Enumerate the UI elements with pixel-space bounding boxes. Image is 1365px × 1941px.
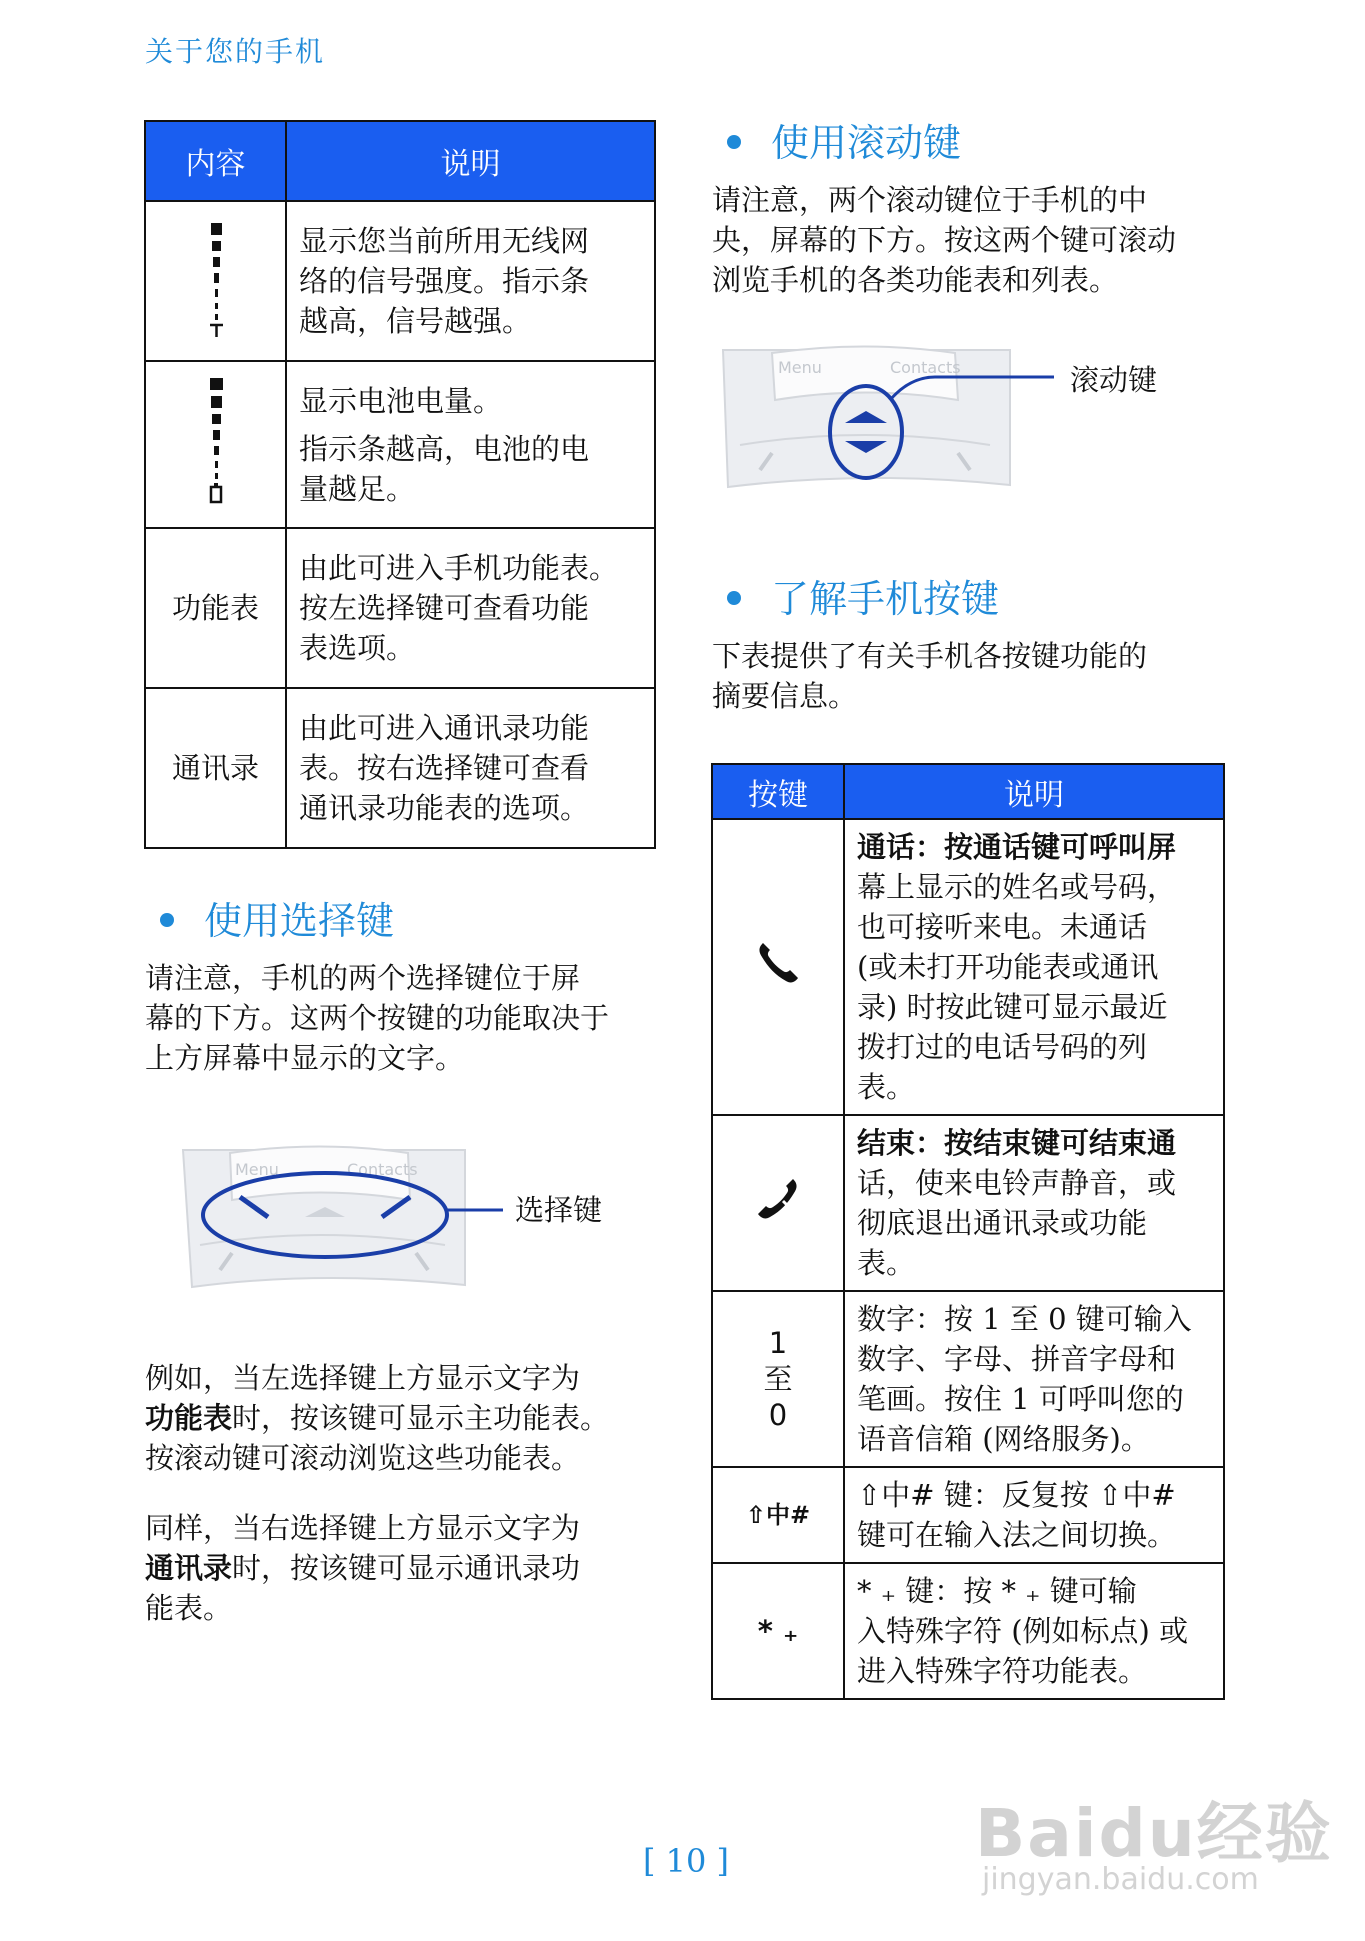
phone-keys-heading — [727, 568, 999, 623]
table2-row1-line2: 幕上显示的姓名或号码， — [857, 870, 1177, 904]
table1-row4-line3: 通讯录功能表的选项。 — [299, 791, 590, 825]
table-row — [712, 1115, 1224, 1291]
scroll-keys-heading-text: 使用滚动键 — [771, 121, 962, 165]
table2-header-key: 按键 — [712, 764, 844, 819]
table2-row3-line2: 数字、字母、拼音字母和 — [857, 1342, 1177, 1376]
table2-row1-line7: 表。 — [857, 1070, 916, 1104]
image-contacts-label: Contacts — [347, 1160, 418, 1179]
example1-line3: 按滚动键可滚动浏览这些功能表。 — [145, 1441, 581, 1475]
table1-row4-line2: 表。按右选择键可查看 — [299, 751, 590, 785]
example1-line1: 例如，当左选择键上方显示文字为 — [145, 1361, 581, 1395]
table1-row2-line3: 量越足。 — [299, 471, 416, 506]
table2-row2-line4: 表。 — [857, 1246, 916, 1280]
table2-row4-line1: ⇧中# 键：反复按 ⇧中# — [857, 1478, 1176, 1512]
table1-row4-line1: 由此可进入通讯录功能 — [299, 711, 590, 745]
signal-strength-icon — [196, 211, 236, 341]
select-keys-example2 — [145, 1508, 580, 1628]
phone-keys-line1: 下表提供了有关手机各按键功能的 — [712, 639, 1148, 673]
scroll-keys-line2: 央，屏幕的下方。按这两个键可滚动 — [712, 223, 1177, 257]
table2-row2-line3: 彻底退出通讯录或功能 — [857, 1206, 1148, 1240]
table2-row2-line1: 结束：按结束键可结束通 — [857, 1126, 1177, 1160]
table1-row1-line3: 越高，信号越强。 — [299, 304, 532, 338]
end-key-cell — [712, 1115, 844, 1291]
table2-row3-line4: 语音信箱 (网络服务)。 — [857, 1422, 1150, 1456]
select-keys-line2: 幕的下方。这两个按键的功能取决于 — [145, 1001, 610, 1035]
table2-row5-line3: 进入特殊字符功能表。 — [857, 1654, 1148, 1688]
table2-row1-line4: (或未打开功能表或通讯 — [857, 950, 1159, 984]
phone-keys-table — [711, 763, 1225, 1700]
example2-line1: 同样，当右选择键上方显示文字为 — [145, 1511, 581, 1545]
select-keys-heading-text: 使用选择键 — [204, 899, 395, 943]
table-row — [712, 1563, 1224, 1699]
number-keys-label: 1 至 0 — [712, 1291, 844, 1467]
table1-row3-line3: 表选项。 — [299, 631, 416, 665]
bullet-icon — [727, 591, 741, 605]
table-row — [712, 1291, 1224, 1467]
page-header-title: 关于您的手机 — [145, 35, 326, 68]
table2-row3-line3: 笔画。按住 1 可呼叫您的 — [857, 1382, 1184, 1416]
select-keys-callout-label: 选择键 — [515, 1193, 603, 1227]
select-keys-line1: 请注意，手机的两个选择键位于屏 — [145, 961, 581, 995]
image-menu-label: Menu — [235, 1160, 279, 1179]
table1-row3-line2: 按左选择键可查看功能 — [299, 591, 590, 625]
table-row — [145, 688, 655, 848]
table1-row2-line1: 显示电池电量。 — [299, 383, 503, 418]
table2-row1-line3: 也可接听来电。未通话 — [857, 910, 1148, 944]
table2-header-desc: 说明 — [844, 764, 1224, 819]
table-row — [145, 361, 655, 528]
star-key-label: * ₊ — [712, 1563, 844, 1699]
scroll-keys-line1: 请注意，两个滚动键位于手机的中 — [712, 183, 1148, 217]
menu-key-label: 功能表 — [145, 528, 286, 688]
select-keys-line3: 上方屏幕中显示的文字。 — [145, 1041, 465, 1075]
battery-level-cell — [145, 361, 286, 528]
input-method-key-label: ⇧中# — [712, 1467, 844, 1563]
image-contacts-label: Contacts — [890, 358, 961, 377]
table-row — [145, 528, 655, 688]
table2-row1-line5: 录) 时按此键可显示最近 — [857, 990, 1168, 1024]
bullet-icon — [160, 913, 174, 927]
call-key-cell — [712, 819, 844, 1115]
scroll-keys-callout-label: 滚动键 — [1070, 363, 1158, 397]
example2-line2: 时，按该键可显示通讯录功 — [232, 1551, 581, 1585]
phone-keys-line2: 摘要信息。 — [712, 679, 858, 713]
example1-line2: 时，按该键可显示主功能表。 — [232, 1401, 610, 1435]
table2-row5-line1: * ₊ 键：按 * ₊ 键可输 — [857, 1574, 1137, 1608]
table2-row5-line2: 入特殊字符 (例如标点) 或 — [857, 1614, 1189, 1648]
scroll-keys-line3: 浏览手机的各类功能表和列表。 — [712, 263, 1119, 297]
example2-bold-term: 通讯录 — [145, 1551, 233, 1585]
phone-keys-heading-text: 了解手机按键 — [771, 577, 1000, 621]
example2-line3: 能表。 — [145, 1591, 233, 1625]
table1-row3-line1: 由此可进入手机功能表。 — [299, 551, 619, 585]
signal-strength-cell — [145, 201, 286, 361]
scroll-keys-paragraph — [712, 180, 1176, 300]
select-keys-example1 — [145, 1358, 609, 1478]
image-menu-label: Menu — [778, 358, 822, 377]
table2-row3-line1: 数字：按 1 至 0 键可输入 — [857, 1302, 1192, 1336]
table2-row1-line6: 拨打过的电话号码的列 — [857, 1030, 1148, 1064]
table-row — [712, 1467, 1224, 1563]
table2-row4-line2: 键可在输入法之间切换。 — [857, 1518, 1177, 1552]
end-key-icon — [753, 1173, 803, 1223]
status-indicator-table — [144, 120, 656, 849]
table-row — [712, 819, 1224, 1115]
table1-header-content: 内容 — [145, 121, 286, 201]
table1-row2-line2: 指示条越高，电池的电 — [299, 431, 590, 466]
table1-row1-line1: 显示您当前所用无线网 — [299, 224, 590, 258]
baidu-watermark-url: jingyan.baidu.com — [982, 1862, 1259, 1897]
battery-level-icon — [196, 370, 236, 510]
scroll-keys-heading — [727, 112, 961, 167]
bullet-icon — [727, 135, 741, 149]
table-row — [145, 201, 655, 361]
contacts-key-label: 通讯录 — [145, 688, 286, 848]
select-keys-heading — [160, 890, 394, 945]
example1-bold-term: 功能表 — [145, 1401, 233, 1435]
call-key-icon — [753, 937, 803, 987]
baidu-watermark-logo: Baidu经验 — [975, 1795, 1333, 1872]
table2-row2-line2: 话，使来电铃声静音，或 — [857, 1166, 1177, 1200]
select-keys-paragraph — [145, 958, 609, 1078]
table1-row1-line2: 络的信号强度。指示条 — [299, 264, 590, 298]
page-number: [ 10 ] — [643, 1842, 730, 1880]
phone-keys-paragraph — [712, 636, 1147, 716]
table2-row1-line1: 通话：按通话键可呼叫屏 — [857, 830, 1177, 864]
table1-header-desc: 说明 — [286, 121, 655, 201]
